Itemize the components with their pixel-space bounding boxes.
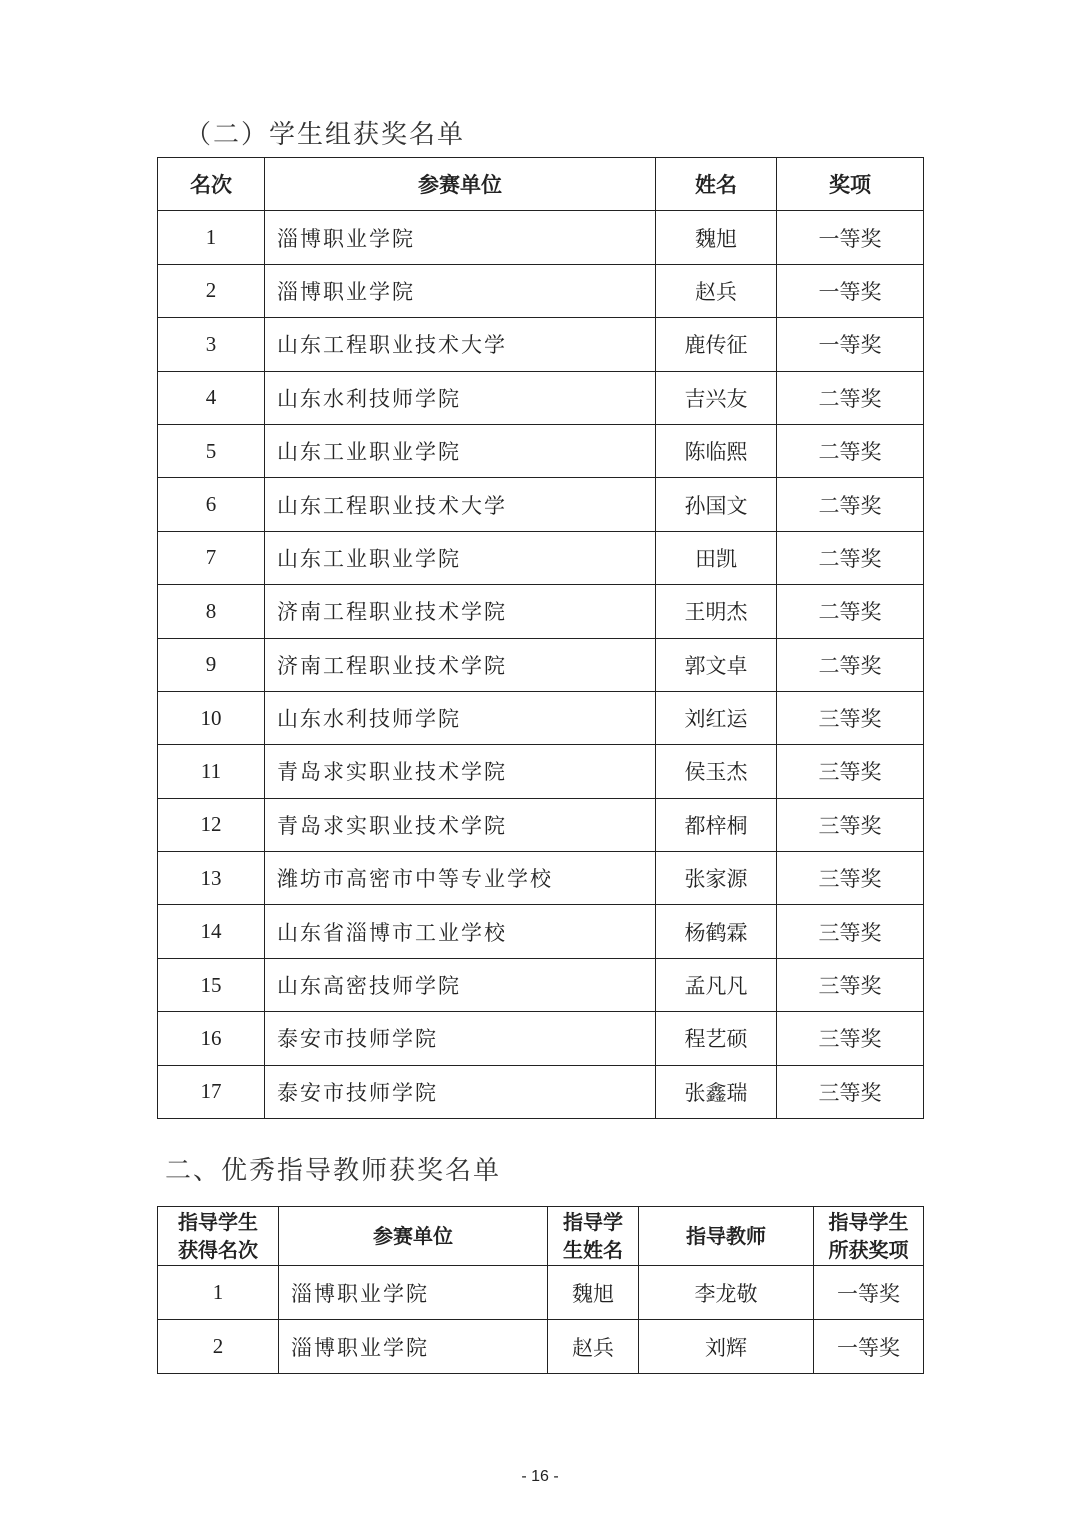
- table-row: [158, 264, 924, 317]
- unit-cell: 山东工业职业学院: [265, 424, 656, 477]
- header-unit: 参赛单位: [265, 158, 656, 211]
- unit-cell: 潍坊市高密市中等专业学校: [265, 852, 656, 905]
- unit-cell: 山东工业职业学院: [265, 531, 656, 584]
- header-student-award: 指导学生 所获奖项: [814, 1207, 924, 1266]
- table-row: [158, 211, 924, 264]
- table-row: [158, 958, 924, 1011]
- student-name-cell: 魏旭: [548, 1266, 639, 1320]
- award-cell: 三等奖: [777, 958, 924, 1011]
- rank-cell: 9: [158, 638, 265, 691]
- table-row: [158, 1065, 924, 1118]
- rank-cell: 17: [158, 1065, 265, 1118]
- table-row: [158, 478, 924, 531]
- teacher-cell: 刘辉: [639, 1320, 814, 1374]
- unit-cell: 青岛求实职业技术学院: [265, 745, 656, 798]
- header-award: 奖项: [777, 158, 924, 211]
- table-row: [158, 852, 924, 905]
- award-cell: 二等奖: [777, 424, 924, 477]
- award-cell: 二等奖: [777, 478, 924, 531]
- name-cell: 都梓桐: [656, 798, 777, 851]
- rank-cell: 10: [158, 691, 265, 744]
- award-cell: 三等奖: [777, 745, 924, 798]
- table-row: [158, 318, 924, 371]
- name-cell: 赵兵: [656, 264, 777, 317]
- student-awards-table: [157, 157, 924, 1119]
- rank-cell: 5: [158, 424, 265, 477]
- unit-cell: 山东工程职业技术大学: [265, 318, 656, 371]
- name-cell: 张家源: [656, 852, 777, 905]
- table-row: [158, 1012, 924, 1065]
- unit-cell: 淄博职业学院: [279, 1320, 548, 1374]
- award-cell: 一等奖: [814, 1320, 924, 1374]
- unit-cell: 泰安市技师学院: [265, 1012, 656, 1065]
- name-cell: 郭文卓: [656, 638, 777, 691]
- table-row: [158, 531, 924, 584]
- award-cell: 三等奖: [777, 691, 924, 744]
- award-cell: 一等奖: [777, 264, 924, 317]
- teacher-awards-table: [157, 1206, 924, 1374]
- unit-cell: 泰安市技师学院: [265, 1065, 656, 1118]
- name-cell: 吉兴友: [656, 371, 777, 424]
- award-cell: 三等奖: [777, 905, 924, 958]
- rank-cell: 16: [158, 1012, 265, 1065]
- table-row: [158, 424, 924, 477]
- award-cell: 三等奖: [777, 798, 924, 851]
- rank-cell: 8: [158, 585, 265, 638]
- award-cell: 一等奖: [777, 211, 924, 264]
- unit-cell: 山东水利技师学院: [265, 371, 656, 424]
- name-cell: 孟凡凡: [656, 958, 777, 1011]
- award-cell: 二等奖: [777, 371, 924, 424]
- name-cell: 孙国文: [656, 478, 777, 531]
- header-student-name: 指导学 生姓名: [548, 1207, 639, 1266]
- table-row: [158, 371, 924, 424]
- table-row: [158, 691, 924, 744]
- table-header-row: [158, 1207, 924, 1266]
- table-row: [158, 905, 924, 958]
- teacher-cell: 李龙敬: [639, 1266, 814, 1320]
- table-row: [158, 638, 924, 691]
- name-cell: 魏旭: [656, 211, 777, 264]
- award-cell: 三等奖: [777, 852, 924, 905]
- unit-cell: 山东水利技师学院: [265, 691, 656, 744]
- name-cell: 陈临熙: [656, 424, 777, 477]
- name-cell: 杨鹤霖: [656, 905, 777, 958]
- rank-cell: 7: [158, 531, 265, 584]
- rank-cell: 3: [158, 318, 265, 371]
- unit-cell: 济南工程职业技术学院: [265, 638, 656, 691]
- unit-cell: 济南工程职业技术学院: [265, 585, 656, 638]
- header-name: 姓名: [656, 158, 777, 211]
- name-cell: 程艺硕: [656, 1012, 777, 1065]
- table-header-row: [158, 158, 924, 211]
- rank-cell: 15: [158, 958, 265, 1011]
- unit-cell: 山东高密技师学院: [265, 958, 656, 1011]
- name-cell: 张鑫瑞: [656, 1065, 777, 1118]
- award-cell: 二等奖: [777, 531, 924, 584]
- award-cell: 一等奖: [777, 318, 924, 371]
- section-heading-teacher-awards: 二、优秀指导教师获奖名单: [165, 1156, 502, 1186]
- table-row: [158, 798, 924, 851]
- rank-cell: 1: [158, 1266, 279, 1320]
- rank-cell: 1: [158, 211, 265, 264]
- header-unit: 参赛单位: [279, 1207, 548, 1266]
- unit-cell: 淄博职业学院: [265, 264, 656, 317]
- award-cell: 三等奖: [777, 1065, 924, 1118]
- award-cell: 二等奖: [777, 585, 924, 638]
- rank-cell: 12: [158, 798, 265, 851]
- unit-cell: 淄博职业学院: [265, 211, 656, 264]
- rank-cell: 6: [158, 478, 265, 531]
- award-cell: 三等奖: [777, 1012, 924, 1065]
- rank-cell: 2: [158, 264, 265, 317]
- rank-cell: 11: [158, 745, 265, 798]
- name-cell: 田凯: [656, 531, 777, 584]
- section-heading-student-awards: （二）学生组获奖名单: [185, 120, 466, 150]
- header-student-rank: 指导学生 获得名次: [158, 1207, 279, 1266]
- rank-cell: 14: [158, 905, 265, 958]
- name-cell: 侯玉杰: [656, 745, 777, 798]
- rank-cell: 13: [158, 852, 265, 905]
- unit-cell: 青岛求实职业技术学院: [265, 798, 656, 851]
- header-rank: 名次: [158, 158, 265, 211]
- unit-cell: 山东工程职业技术大学: [265, 478, 656, 531]
- table-row: [158, 745, 924, 798]
- name-cell: 王明杰: [656, 585, 777, 638]
- rank-cell: 4: [158, 371, 265, 424]
- header-teacher: 指导教师: [639, 1207, 814, 1266]
- award-cell: 二等奖: [777, 638, 924, 691]
- student-name-cell: 赵兵: [548, 1320, 639, 1374]
- name-cell: 刘红运: [656, 691, 777, 744]
- name-cell: 鹿传征: [656, 318, 777, 371]
- award-cell: 一等奖: [814, 1266, 924, 1320]
- table-row: [158, 1320, 924, 1374]
- unit-cell: 山东省淄博市工业学校: [265, 905, 656, 958]
- unit-cell: 淄博职业学院: [279, 1266, 548, 1320]
- page-number: - 16 -: [521, 1468, 559, 1485]
- rank-cell: 2: [158, 1320, 279, 1374]
- table-row: [158, 1266, 924, 1320]
- table-row: [158, 585, 924, 638]
